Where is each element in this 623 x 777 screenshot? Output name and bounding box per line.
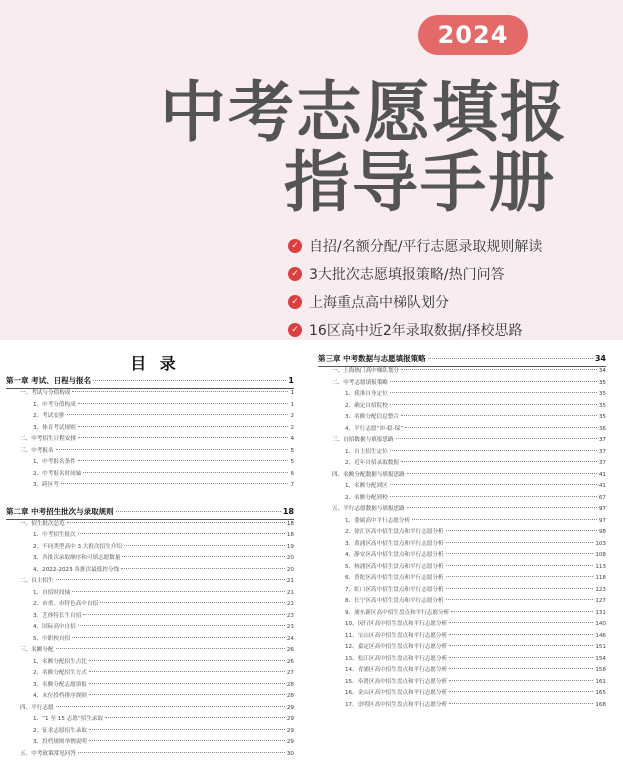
toc-leader-dots	[390, 404, 597, 405]
toc-subsection-row	[318, 447, 606, 459]
toc-subsection-row	[318, 654, 606, 666]
toc-subsection-row	[318, 539, 606, 551]
toc-subsection-row	[318, 389, 606, 401]
toc-subsection-row	[6, 553, 294, 565]
toc-entry-label: 3、各批次录取顺序和可填志愿数量	[33, 555, 121, 561]
toc-page-number: 1	[290, 401, 294, 408]
toc-entry-label: 3、名额分配信息整合	[345, 414, 399, 420]
toc-leader-dots	[116, 511, 281, 512]
toc-leader-dots	[78, 403, 289, 404]
toc-page-number: 21	[286, 578, 294, 584]
check-circle-icon: ✓	[288, 267, 302, 281]
toc-page-number: 161	[595, 678, 606, 685]
toc-entry-label: 第一章 考试、日程与报名	[6, 376, 92, 385]
toc-subsection-row	[6, 726, 294, 738]
toc-entry-label: 17、崇明区高中招生盘点和平行志愿分析	[345, 701, 448, 708]
toc-leader-dots	[61, 483, 289, 484]
toc-leader-dots	[105, 717, 285, 718]
toc-entry-label: 三、中考报名	[20, 447, 54, 454]
toc-entry-label: 9、浦东新区高中招生盘点和平行志愿分析	[345, 609, 450, 616]
toc-entry-label: 2、征求志愿招生录取	[33, 727, 87, 734]
toc-section-row	[318, 470, 606, 482]
toc-subsection-row	[318, 596, 606, 608]
toc-entry-label: 10、闵行区高中招生盘点和平行志愿分析	[345, 621, 448, 627]
toc-leader-dots	[401, 369, 597, 370]
toc-page-number: 26	[286, 658, 294, 665]
toc-section-row	[6, 576, 294, 588]
toc-page-number: 5	[290, 447, 294, 454]
toc-subsection-row	[318, 608, 606, 620]
toc-leader-dots	[72, 391, 288, 392]
toc-entry-label: 4、静安区高中招生盘点和平行志愿分析	[345, 552, 444, 558]
toc-entry-label: 5、杨浦区高中招生盘点和平行志愿分析	[345, 563, 444, 570]
toc-leader-dots	[56, 648, 285, 649]
toc-page-number: 36	[598, 425, 606, 432]
toc-leader-dots	[100, 602, 285, 603]
toc-subsection-row	[318, 550, 606, 562]
toc-entry-label: 2、市重、市特色高中自招	[33, 601, 99, 607]
toc-page-number: 37	[598, 460, 606, 466]
toc-page-number: 131	[595, 609, 606, 616]
toc-entry-label: 1、中考报名条件	[33, 459, 76, 465]
toc-subsection-row	[6, 691, 294, 703]
toc-leader-dots	[449, 634, 593, 635]
toc-page-number: 19	[286, 543, 294, 550]
toc-page-number: 67	[598, 494, 606, 501]
toc-title: 目 录	[130, 354, 180, 373]
toc-subsection-row	[6, 469, 294, 481]
toc-leader-dots	[93, 380, 286, 381]
toc-entry-label: 2、中考报名时间轴	[33, 470, 82, 477]
toc-page-number: 20	[286, 566, 294, 573]
toc-entry-label: 三、自招数据与填报思路	[332, 437, 394, 443]
toc-subsection-row	[6, 622, 294, 634]
toc-entry-label: 二、中考志愿填报策略	[332, 379, 388, 386]
toc-entry-label: 5、中职校自招	[33, 635, 71, 642]
toc-page-number: 18	[286, 532, 294, 538]
toc-entry-label: 五、平行志愿数据与填报思路	[332, 506, 405, 512]
toc-leader-dots	[446, 565, 594, 566]
toc-entry-label: 6、普陀区高中招生盘点和平行志愿分析	[345, 575, 444, 581]
toc-subsection-row	[318, 481, 606, 493]
toc-leader-dots	[89, 683, 285, 684]
toc-page-number: 2	[290, 424, 294, 431]
toc-leader-dots	[89, 729, 285, 730]
toc-page-number: 108	[595, 552, 606, 558]
toc-page-number: 97	[598, 517, 606, 524]
toc-page-number: 151	[595, 644, 606, 650]
toc-leader-dots	[122, 556, 284, 557]
toc-page-number: 27	[286, 670, 294, 676]
toc-leader-dots	[78, 533, 285, 534]
toc-page-number: 2	[290, 413, 294, 419]
toc-leader-dots	[449, 622, 593, 623]
feature-bullet	[288, 316, 542, 344]
toc-entry-label: 第三章 中考数据与志愿填报策略	[318, 354, 426, 363]
toc-subsection-row	[318, 688, 606, 700]
toc-leader-dots	[89, 671, 285, 672]
feature-bullet	[288, 260, 542, 288]
toc-page-number: 97	[598, 506, 606, 512]
toc-section-row	[318, 504, 606, 516]
toc-entry-label: 3、体育考试规则	[33, 424, 76, 431]
toc-page-number: 35	[598, 414, 606, 420]
toc-subsection-row	[318, 401, 606, 413]
toc-entry-label: 二、自主招生	[20, 578, 54, 584]
toc-entry-label: 4、国际高中自招	[33, 624, 76, 630]
feature-bullet-text: 3大批次志愿填报策略/热门问答	[309, 267, 505, 283]
toc-chapter-row	[318, 353, 606, 366]
toc-entry-label: 2、确定自招院校	[345, 402, 388, 409]
toc-leader-dots	[124, 545, 285, 546]
toc-leader-dots	[405, 427, 597, 428]
toc-page-number: 18	[286, 520, 294, 527]
toc-subsection-row	[6, 737, 294, 749]
toc-subsection-row	[6, 680, 294, 692]
toc-subsection-row	[318, 665, 606, 677]
toc-subsection-row	[318, 631, 606, 643]
toc-page-number: 23	[286, 624, 294, 630]
toc-leader-dots	[428, 358, 593, 359]
check-circle-icon: ✓	[288, 323, 302, 337]
toc-leader-dots	[401, 415, 597, 416]
toc-leader-dots	[83, 614, 285, 615]
toc-page-number: 26	[286, 647, 294, 653]
toc-subsection-row	[6, 457, 294, 469]
toc-subsection-row	[6, 400, 294, 412]
toc-page-number: 37	[598, 448, 606, 455]
toc-page-number: 30	[286, 750, 294, 757]
toc-subsection-row	[318, 493, 606, 505]
toc-entry-label: 8、长宁区高中招生盘点和平行志愿分析	[345, 598, 444, 604]
toc-entry-label: 一、上海热门高中梯队划分	[332, 368, 400, 374]
toc-section-row	[6, 703, 294, 715]
toc-section-row	[6, 645, 294, 657]
toc-leader-dots	[446, 542, 594, 543]
toc-leader-dots	[412, 519, 597, 520]
feature-bullet-text: 上海重点高中梯队划分	[309, 295, 449, 311]
toc-entry-label: 16、金山区高中招生盘点和平行志愿分析	[345, 690, 448, 696]
toc-page-number: 35	[598, 402, 606, 409]
toc-page-number: 165	[595, 690, 606, 696]
toc-page-number: 140	[595, 621, 606, 627]
toc-entry-label: 1、中考分值构成	[33, 401, 76, 408]
toc-page-number: 127	[595, 598, 606, 604]
toc-leader-dots	[451, 611, 593, 612]
toc-entry-label: 13、松江区高中招生盘点和平行志愿分析	[345, 655, 448, 662]
toc-entry-label: 一、招生批次总览	[20, 520, 65, 527]
toc-leader-dots	[446, 599, 594, 600]
toc-page-number: 28	[286, 681, 294, 688]
toc-page-number: 20	[286, 555, 294, 561]
toc-entry-label: 4、末位投档排序规则	[33, 693, 87, 699]
toc-subsection-row	[6, 565, 294, 577]
toc-entry-label: 四、名额分配数据与填报思路	[332, 471, 405, 478]
toc-leader-dots	[449, 680, 593, 681]
toc-leader-dots	[446, 530, 597, 531]
toc-entry-label: 二、中考招生日程安排	[20, 436, 76, 442]
toc-entry-label: 1、名额分配到区	[345, 483, 388, 489]
toc-leader-dots	[401, 461, 597, 462]
toc-leader-dots	[449, 668, 593, 669]
toc-entry-label: 11、宝山区高中招生盘点和平行志愿分析	[345, 632, 448, 639]
toc-chapter-row	[6, 506, 294, 519]
toc-subsection-row	[318, 458, 606, 470]
toc-leader-dots	[449, 657, 593, 658]
toc-entry-label: 12、嘉定区高中招生盘点和平行志愿分析	[345, 644, 448, 650]
toc-page-number: 18	[282, 506, 294, 516]
toc-left-column	[6, 375, 294, 760]
toc-leader-dots	[89, 740, 285, 741]
toc-entry-label: 2、名额分配招生方式	[33, 670, 87, 676]
toc-leader-dots	[449, 645, 593, 646]
toc-page-number: 7	[290, 482, 294, 488]
toc-page-number: 34	[598, 368, 606, 374]
toc-leader-dots	[78, 460, 289, 461]
toc-entry-label: 3、黄浦区高中招生盘点和平行志愿分析	[345, 540, 444, 547]
toc-entry-label: 1、名额分配招生占比	[33, 658, 87, 665]
toc-page-number: 98	[598, 529, 606, 535]
toc-page-number: 168	[595, 701, 606, 708]
toc-page-number: 37	[598, 437, 606, 443]
toc-entry-label: 3、艺体特长生自招	[33, 612, 82, 619]
toc-entry-label: 2、考试安排	[33, 413, 65, 419]
toc-page-number: 103	[595, 540, 606, 547]
toc-leader-dots	[407, 473, 597, 474]
toc-leader-dots	[72, 637, 285, 638]
toc-chapter-row	[6, 375, 294, 388]
toc-leader-dots	[83, 472, 288, 473]
check-circle-icon: ✓	[288, 295, 302, 309]
toc-leader-dots	[390, 484, 597, 485]
toc-leader-dots	[78, 625, 285, 626]
toc-leader-dots	[449, 703, 593, 704]
toc-leader-dots	[390, 381, 597, 382]
toc-entry-label: 2、近年自招录取数据	[345, 460, 399, 466]
toc-subsection-row	[318, 585, 606, 597]
toc-page-number: 35	[598, 391, 606, 397]
year-badge: 2024	[418, 15, 528, 55]
toc-leader-dots	[390, 392, 597, 393]
toc-subsection-row	[6, 611, 294, 623]
toc-entry-label: 1、我准自身定位	[345, 391, 388, 397]
toc-page-number: 29	[286, 739, 294, 745]
toc-entry-label: 15、奉贤区高中招生盘点和平行志愿分析	[345, 678, 448, 685]
toc-entry-label: 第二章 中考招生批次与录取规则	[6, 506, 114, 516]
toc-entry-label: 1、中考招生批次	[33, 532, 76, 538]
toc-section-row	[318, 435, 606, 447]
toc-page-number: 29	[286, 716, 294, 722]
toc-page-number: 1	[288, 376, 294, 385]
toc-subsection-row	[318, 573, 606, 585]
toc-leader-dots	[56, 449, 289, 450]
toc-page-number: 4	[290, 436, 294, 442]
toc-page-number: 158	[595, 667, 606, 673]
toc-leader-dots	[390, 450, 597, 451]
toc-page-number: 5	[290, 459, 294, 465]
toc-leader-dots	[78, 437, 288, 438]
toc-entry-label: 1、“1 至 15 志愿”招生录取	[33, 716, 104, 722]
toc-leader-dots	[78, 752, 285, 753]
toc-page-number: 41	[598, 483, 606, 489]
toc-entry-label: 五、中考政策常见问答	[20, 750, 76, 757]
toc-leader-dots	[121, 568, 285, 569]
toc-entry-label: 3、名额分配志愿填报	[33, 681, 87, 688]
toc-subsection-row	[318, 562, 606, 574]
toc-entry-label: 14、青浦区高中招生盘点和平行志愿分析	[345, 667, 448, 673]
table-of-contents	[0, 345, 623, 777]
toc-subsection-row	[318, 424, 606, 436]
toc-page-number: 29	[286, 727, 294, 734]
toc-leader-dots	[72, 591, 285, 592]
toc-subsection-row	[6, 634, 294, 646]
toc-subsection-row	[6, 542, 294, 554]
toc-right-column	[318, 353, 606, 711]
toc-subsection-row	[6, 657, 294, 669]
toc-subsection-row	[318, 516, 606, 528]
toc-leader-dots	[390, 496, 597, 497]
feature-bullet-text: 自招/名额分配/平行志愿录取规则解读	[309, 239, 543, 255]
toc-page-number: 23	[286, 612, 294, 619]
toc-page-number: 146	[595, 632, 606, 639]
toc-leader-dots	[67, 414, 289, 415]
toc-page-number: 21	[286, 601, 294, 607]
toc-subsection-row	[6, 530, 294, 542]
toc-page-number: 29	[286, 704, 294, 711]
toc-leader-dots	[89, 694, 285, 695]
toc-entry-label: 一、考试与分值构成	[20, 390, 71, 396]
toc-leader-dots	[78, 426, 289, 427]
toc-page-number: 113	[595, 563, 606, 570]
toc-entry-label: 三、名额分配	[20, 647, 54, 653]
toc-leader-dots	[446, 553, 594, 554]
toc-entry-label: 2、不同类型高中 3 大批次招生介绍	[33, 543, 122, 550]
toc-leader-dots	[446, 588, 594, 589]
toc-subsection-row	[6, 480, 294, 492]
toc-entry-label: 四、平行志愿	[20, 704, 54, 711]
toc-section-row	[6, 749, 294, 761]
toc-subsection-row	[318, 700, 606, 712]
toc-section-row	[6, 434, 294, 446]
toc-leader-dots	[89, 660, 285, 661]
feature-bullet-list	[288, 232, 542, 344]
toc-section-row	[6, 446, 294, 458]
toc-entry-label: 7、虹口区高中招生盘点和平行志愿分析	[345, 586, 444, 593]
toc-subsection-row	[318, 412, 606, 424]
cover-title-line-1: 中考志愿填报	[160, 74, 568, 151]
toc-page-number: 35	[598, 379, 606, 386]
toc-subsection-row	[318, 677, 606, 689]
feature-bullet	[288, 288, 542, 316]
toc-subsection-row	[318, 527, 606, 539]
feature-bullet-text: 16区高中近2年录取数据/择校思路	[309, 323, 523, 339]
toc-leader-dots	[396, 438, 597, 439]
toc-subsection-row	[6, 599, 294, 611]
toc-page-number: 1	[290, 390, 294, 396]
check-circle-icon: ✓	[288, 239, 302, 253]
toc-page-number: 24	[286, 635, 294, 642]
toc-subsection-row	[6, 423, 294, 435]
toc-subsection-row	[6, 668, 294, 680]
toc-leader-dots	[446, 576, 594, 577]
cover-banner	[0, 0, 623, 340]
toc-subsection-row	[6, 588, 294, 600]
toc-section-row	[318, 366, 606, 378]
toc-leader-dots	[67, 522, 285, 523]
toc-entry-label: 2、名额分配到校	[345, 494, 388, 501]
toc-page-number: 28	[286, 693, 294, 699]
toc-entry-label: 1、自招时间轴	[33, 589, 71, 596]
toc-leader-dots	[56, 706, 285, 707]
toc-subsection-row	[318, 642, 606, 654]
toc-section-row	[318, 378, 606, 390]
toc-section-row	[6, 388, 294, 400]
toc-entry-label: 4、2022-2023 各批次最低控分线	[33, 566, 120, 573]
toc-page-number: 123	[595, 586, 606, 593]
toc-page-number: 21	[286, 589, 294, 596]
toc-page-number: 41	[598, 471, 606, 478]
cover-title-line-2: 指导手册	[284, 144, 556, 221]
toc-entry-label: 1、自主招生定位	[345, 448, 388, 455]
toc-entry-label: 1、委属高中平行志愿分析	[345, 517, 411, 524]
toc-subsection-row	[6, 411, 294, 423]
toc-page-number: 154	[595, 655, 606, 662]
toc-leader-dots	[56, 579, 285, 580]
toc-page-number: 34	[594, 354, 606, 363]
toc-subsection-row	[6, 714, 294, 726]
toc-page-number: 118	[595, 575, 606, 581]
toc-page-number: 6	[290, 470, 294, 477]
toc-entry-label: 3、投档规则举例说明	[33, 739, 87, 745]
toc-entry-label: 2、徐汇区高中招生盘点和平行志愿分析	[345, 529, 444, 535]
toc-leader-dots	[407, 507, 597, 508]
toc-subsection-row	[318, 619, 606, 631]
toc-entry-label: 4、平行志愿“冲-稳-保”	[345, 425, 404, 432]
toc-section-row	[6, 519, 294, 531]
toc-entry-label: 3、跨区考	[33, 482, 59, 488]
toc-leader-dots	[449, 691, 593, 692]
feature-bullet	[288, 232, 542, 260]
